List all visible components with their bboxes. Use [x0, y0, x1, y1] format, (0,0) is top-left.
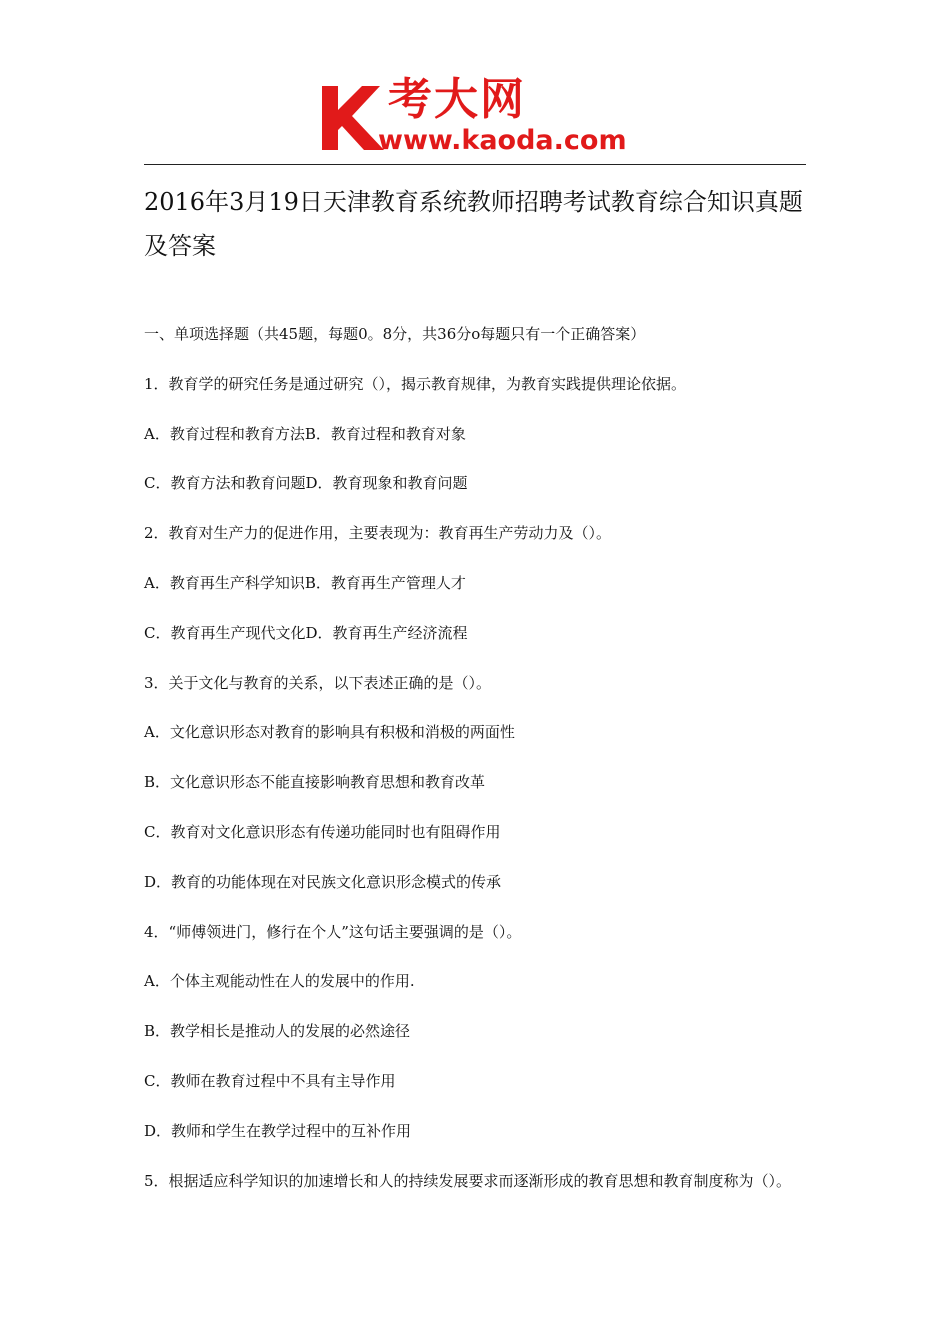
question-1-option-cd: C．教育方法和教育问题D．教育现象和教育问题 [144, 474, 468, 493]
section-heading: 一、单项选择题（共45题，每题0。8分，共36分o每题只有一个正确答案） [144, 325, 646, 343]
question-4-option-d: D．教师和学生在教学过程中的互补作用 [144, 1121, 412, 1140]
question-3-stem: 3．关于文化与教育的关系，以下表述正确的是（）。 [144, 673, 492, 692]
document-body [144, 322, 808, 1194]
question-3-option-d: D．教育的功能体现在对民族文化意识形念模式的传承 [144, 872, 502, 891]
question-4-stem: 4．“师傅领进门，修行在个人”这句话主要强调的是（）。 [144, 922, 522, 941]
question-3-option-c: C．教育对文化意识形态有传递功能同时也有阻碍作用 [144, 822, 501, 841]
question-4-option-b: B．教学相长是推动人的发展的必然途径 [144, 1022, 411, 1041]
document-title: 2016年3月19日天津教育系统教师招聘考试教育综合知识真题及答案 [144, 188, 803, 260]
kaoda-logo [318, 76, 648, 158]
question-1-option-ab: A．教育过程和教育方法B．教育过程和教育对象 [144, 424, 466, 443]
question-5-stem: 5．根据适应科学知识的加速增长和人的持续发展要求而逐渐形成的教育思想和教育制度称为（）。 [144, 1171, 792, 1190]
question-1-stem: 1．教育学的研究任务是通过研究（），揭示教育规律，为教育实践提供理论依据。 [144, 374, 687, 393]
question-2-stem: 2．教育对生产力的促进作用，主要表现为：教育再生产劳动力及（）。 [144, 524, 612, 543]
header-divider [144, 164, 806, 165]
logo-site-name: 考大网 [388, 74, 526, 125]
question-4-option-a: A．个体主观能动性在人的发展中的作用. [144, 972, 415, 991]
logo-url: www.kaoda.com [378, 125, 627, 156]
question-3-option-b: B．文化意识形态不能直接影响教育思想和教育改革 [144, 773, 486, 792]
question-3-option-a: A．文化意识形态对教育的影响具有积极和消极的两面性 [144, 723, 515, 742]
question-4-option-c: C．教师在教育过程中不具有主导作用 [144, 1071, 396, 1090]
question-2-option-cd: C．教育再生产现代文化D．教育再生产经济流程 [144, 623, 468, 642]
question-2-option-ab: A．教育再生产科学知识B．教育再生产管理人才 [144, 573, 466, 592]
